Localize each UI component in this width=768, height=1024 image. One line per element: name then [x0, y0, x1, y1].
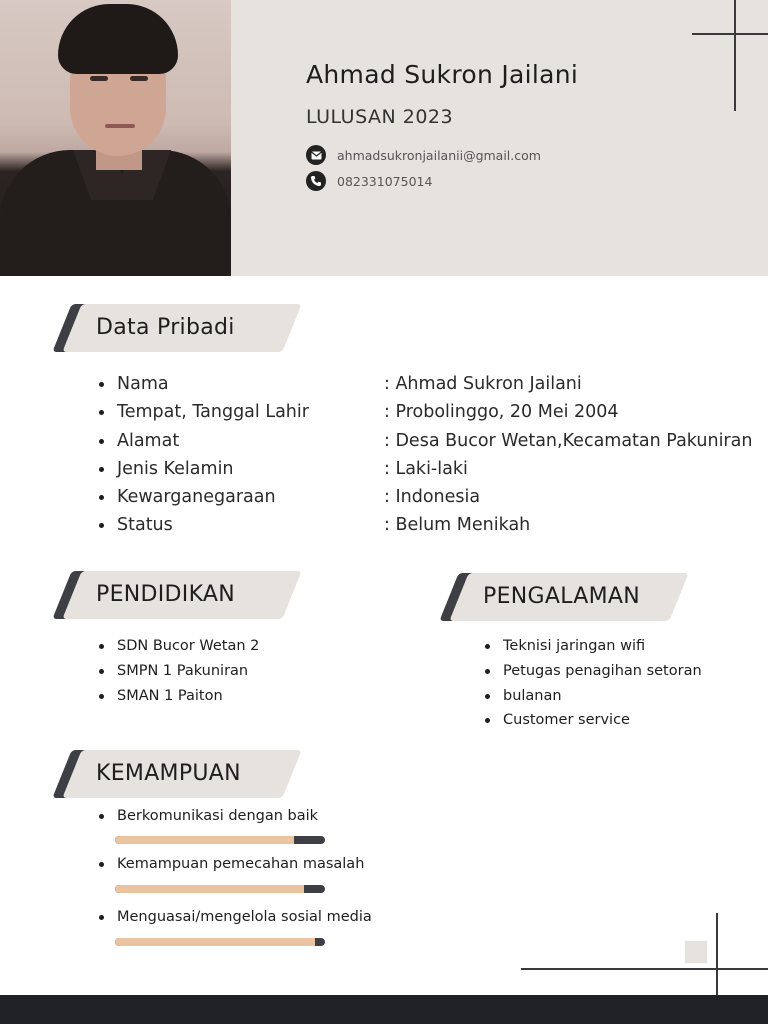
skill-label: Menguasai/mengelola sosial media — [97, 906, 372, 928]
list-item: SMPN 1 Pakuniran — [97, 659, 259, 684]
field-value: : Ahmad Sukron Jailani — [384, 374, 582, 394]
section-title-education: PENDIDIKAN — [96, 582, 236, 607]
skill-label: Kemampuan pemecahan masalah — [97, 853, 364, 875]
graduation-label: LULUSAN 2023 — [306, 106, 454, 128]
field-value: : Laki-laki — [384, 458, 468, 479]
list-item: Customer service — [483, 708, 702, 733]
list-item: SDN Bucor Wetan 2 — [97, 634, 259, 659]
field-value: : Probolinggo, 20 Mei 2004 — [384, 402, 619, 423]
phone-contact[interactable] — [306, 171, 432, 191]
section-header-personal — [62, 304, 292, 352]
field-label: Tempat, Tanggal Lahir — [97, 398, 309, 426]
phone-icon — [306, 171, 326, 191]
decor-square — [685, 941, 707, 963]
email-text[interactable]: ahmadsukronjailanii@gmail.com — [337, 147, 541, 163]
skill-label: Berkomunikasi dengan baik — [97, 805, 318, 827]
decor-line-vertical-top — [734, 0, 736, 111]
skill-item — [97, 805, 318, 827]
section-header-experience — [449, 573, 679, 621]
skill-item — [97, 906, 372, 928]
header-banner — [0, 0, 768, 276]
field-label: Status — [97, 511, 309, 539]
list-item-continuation: bulanan — [483, 684, 702, 709]
list-item: SMAN 1 Paiton — [97, 684, 259, 709]
skill-bar — [115, 938, 325, 946]
mail-icon — [306, 145, 326, 165]
field-value: : Desa Bucor Wetan,Kecamatan Pakuniran — [384, 430, 753, 451]
field-value: : Belum Menikah — [384, 515, 531, 536]
section-header-skills — [62, 750, 292, 798]
skill-bar — [115, 836, 325, 844]
skill-item — [97, 853, 364, 875]
section-title-skills: KEMAMPUAN — [96, 761, 241, 786]
personal-values — [384, 370, 752, 540]
decor-line-horizontal-bottom — [521, 968, 768, 970]
field-label: Jenis Kelamin — [97, 455, 309, 483]
field-label: Kewarganegaraan — [97, 483, 309, 511]
section-title-experience: PENGALAMAN — [483, 584, 641, 609]
candidate-name: Ahmad Sukron Jailani — [306, 60, 579, 89]
section-header-education — [62, 571, 292, 619]
list-item: Petugas penagihan setoran — [483, 659, 702, 684]
section-title-personal: Data Pribadi — [96, 315, 235, 340]
email-contact[interactable] — [306, 145, 541, 165]
education-list — [97, 634, 259, 708]
field-label: Nama — [97, 370, 309, 398]
experience-list — [483, 634, 702, 733]
skill-bar — [115, 885, 325, 893]
phone-text[interactable]: 082331075014 — [337, 173, 433, 189]
field-label: Alamat — [97, 427, 309, 455]
personal-labels — [97, 370, 309, 540]
field-value: : Indonesia — [384, 487, 481, 508]
footer-bar — [0, 995, 768, 1024]
list-item: Teknisi jaringan wifi — [483, 634, 702, 659]
profile-photo — [0, 0, 231, 276]
decor-line-horizontal-top — [692, 33, 768, 35]
